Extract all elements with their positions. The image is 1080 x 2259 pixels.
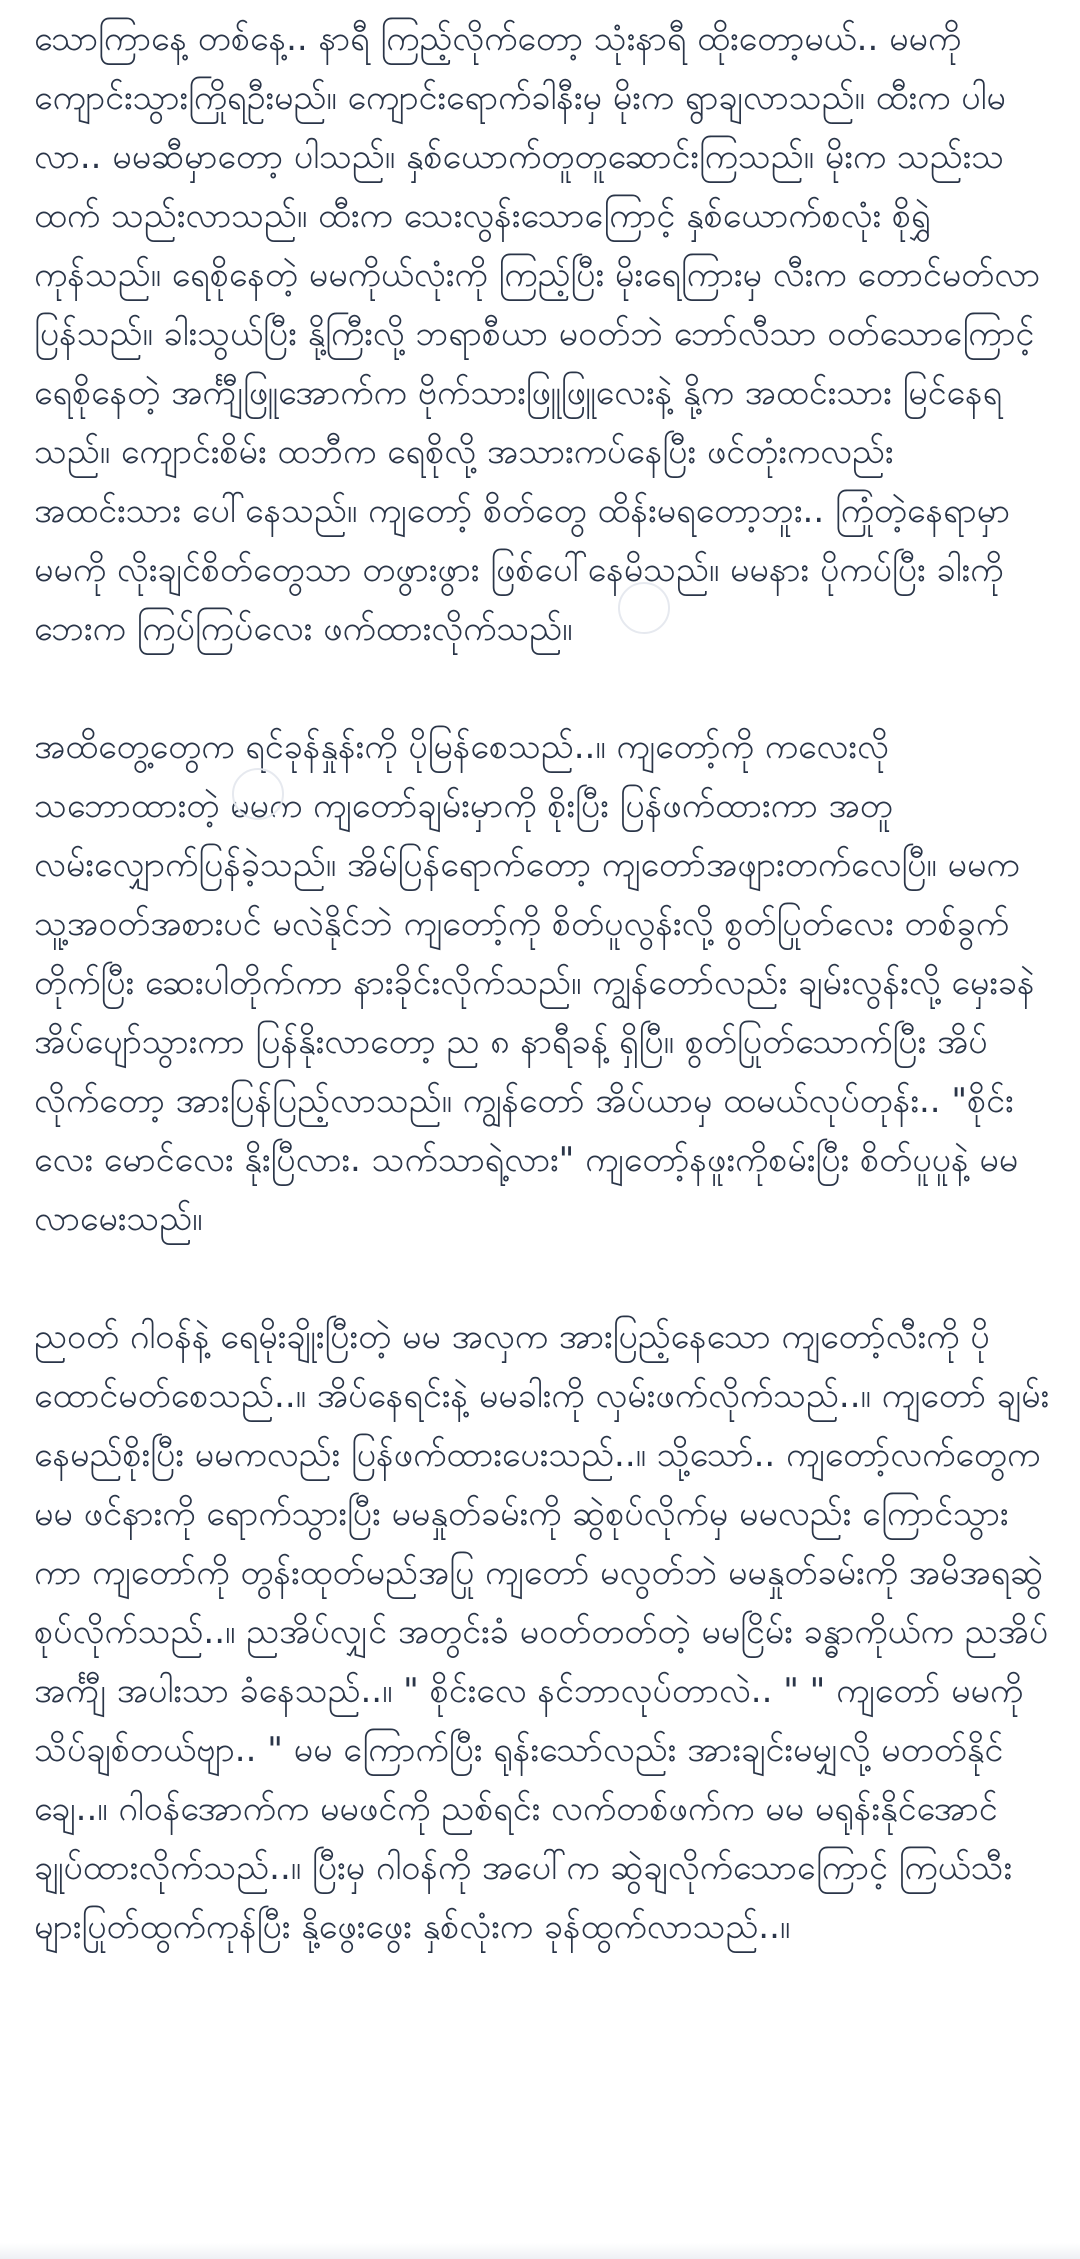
paragraph-3: ညဝတ် ဂါဝန်နဲ့ ရေမိုးချိုးပြီးတဲ့ မမ အလှက အားပြည့်နေသော ကျတော့်လီးကို ပိုထောင်မတ်စေသည်..။ အိပ်နေရင်းနဲ့ မမခါးကို လှမ်းဖက်လိုက်သည်..။ ကျတော် ချမ်းနေမည်စိုးပြီး မမကလည်း ပြန်ဖက်ထားပေးသည်..။ သို့သော်.. ကျတော့်လက်တွေက မမ ဖင်နားကို ရောက်သွားပြီး မမနှုတ်ခမ်းကို ဆွဲစုပ်လိုက်မှ မမလည်း ကြောင်သွားကာ ကျတော်ကို တွန်းထုတ်မည်အပြု ကျတော် မလွတ်ဘဲ မမနှုတ်ခမ်းကို အမိအရဆွဲစုပ်လိုက်သည်..။ ညအိပ်လျှင် အတွင်းခံ မဝတ်တတ်တဲ့ မမငြိမ်း ခန္ဓာကိုယ်က ညအိပ်အင်္ကျီ အပါးသာ ခံနေသည်..။ " စိုင်းလေ နင်ဘာလုပ်တာလဲ.. " " ကျတော် မမကို သိပ်ချစ်တယ်ဗျာ.. " မမ ကြောက်ပြီး ရုန်းသော်လည်း အားချင်းမမျှလို့ မတတ်နိုင်ချေ..။ ဂါဝန်အောက်က မမဖင်ကို ညစ်ရင်း လက်တစ်ဖက်က မမ မရုန်းနိုင်အောင် ချုပ်ထားလိုက်သည်..။ ပြီးမှ ဂါဝန်ကို အပေါ်က ဆွဲချလိုက်သောကြောင့် ကြယ်သီးများပြုတ်ထွက်ကုန်ပြီး နို့ဖွေးဖွေး နှစ်လုံးက ခုန်ထွက်လာသည်..။ <box>34 1317 1050 1947</box>
paragraph-1: သောကြာနေ့ တစ်နေ့.. နာရီ ကြည့်လိုက်တော့ သုံးနာရီ ထိုးတော့မယ်.. မမကို ကျောင်းသွားကြိုရဦးမည်။ ကျောင်းရောက်ခါနီးမှ မိုးက ရွာချလာသည်။ ထီးက ပါမလာ.. မမဆီမှာတော့ ပါသည်။ နှစ်ယောက်တူတူဆောင်းကြသည်။ မိုးက သည်းသထက် သည်းလာသည်။ ထီးက သေးလွန်းသောကြောင့် နှစ်ယောက်စလုံး စိုရွှဲကုန်သည်။ ရေစိုနေတဲ့ မမကိုယ်လုံးကို ကြည့်ပြီး မိုးရေကြားမှ လီးက တောင်မတ်လာပြန်သည်။ ခါးသွယ်ပြီး နို့ကြီးလို့ ဘရာစီယာ မဝတ်ဘဲ ဘော်လီသာ ဝတ်သောကြောင့် ရေစိုနေတဲ့ အင်္ကျီဖြူအောက်က ဗိုက်သားဖြူဖြူလေးနဲ့ နို့က အထင်းသား မြင်နေရသည်။ ကျောင်းစိမ်း ထဘီက ရေစိုလို့ အသားကပ်နေပြီး ဖင်တုံးကလည်း အထင်းသား ပေါ်နေသည်။ ကျတော့် စိတ်တွေ ထိန်းမရတော့ဘူး.. ကြုံတဲ့နေရာမှာ မမကို လိုးချင်စိတ်တွေသာ တဖွားဖွား ဖြစ်ပေါ်နေမိသည်။ မမနား ပိုကပ်ပြီး ခါးကို ဘေးက ကြပ်ကြပ်လေး ဖက်ထားလိုက်သည်။ <box>34 19 1041 649</box>
paragraph-2: အထိတွေ့တွေက ရင်ခုန်နှုန်းကို ပိုမြန်စေသည်..။ ကျတော့်ကို ကလေးလို သဘောထားတဲ့ မမက ကျတော်ချမ်းမှာကို စိုးပြီး ပြန်ဖက်ထားကာ အတူလမ်းလျှောက်ပြန်ခဲ့သည်။ အိမ်ပြန်ရောက်တော့ ကျတော်အဖျားတက်လေပြီ။ မမက သူ့အဝတ်အစားပင် မလဲနိုင်ဘဲ ကျတော့်ကို စိတ်ပူလွန်းလို့ စွတ်ပြုတ်လေး တစ်ခွက် တိုက်ပြီး ဆေးပါတိုက်ကာ နားခိုင်းလိုက်သည်။ ကျွန်တော်လည်း ချမ်းလွန်းလို့ မှေးခနဲ အိပ်ပျော်သွားကာ ပြန်နိုးလာတော့ ည ၈ နာရီခန့် ရှိပြီ။ စွတ်ပြုတ်သောက်ပြီး အိပ်လိုက်တော့ အားပြန်ပြည့်လာသည်။ ကျွန်တော် အိပ်ယာမှ ထမယ်လုပ်တုန်း.. "စိုင်းလေး မောင်လေး နိုးပြီလား. သက်သာရဲ့လား" ကျတော့်နဖူးကိုစမ်းပြီး စိတ်ပူပူနဲ့ မမ လာမေးသည်။ <box>34 727 1035 1239</box>
story-text <box>34 10 1050 1957</box>
bottom-edge-shadow <box>0 2243 1080 2259</box>
